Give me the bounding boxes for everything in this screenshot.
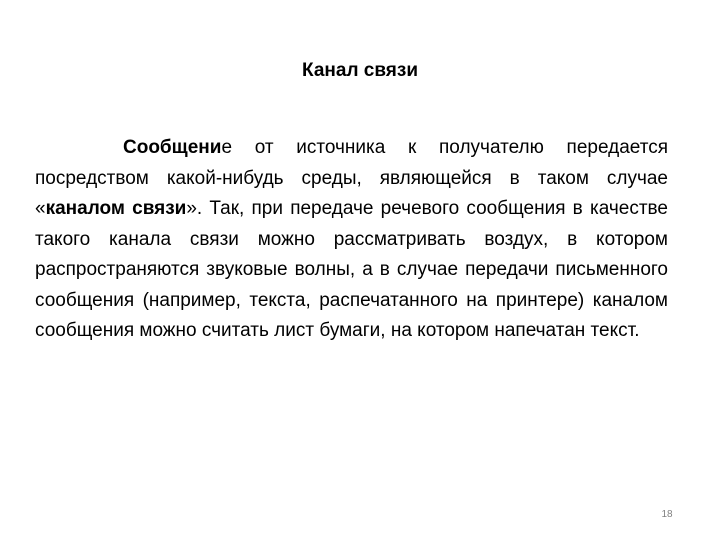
body-text-part1: от источника к получателю передается посредством какой-нибудь среды, являющейся в таком случае « [35,137,668,219]
slide-body-paragraph [35,133,668,347]
term-channel-bold: каналом связи [45,198,187,219]
slide-title: Канал связи [302,60,418,81]
term-message-bold: Сообщени [123,137,222,158]
term-message-tail: е [221,137,233,158]
page-number: 18 [661,509,673,520]
body-text-part2: ». Так, при передаче речевого сообщения в качестве такого канала связи можно рассматривать воздух, в котором распространяются звуковые волны, а в случае передачи письменного сообщения (например, текста, распечатанного на принтере) каналом сообщения можно считать лист бумаги, на котором напечатан текст. [35,198,668,341]
